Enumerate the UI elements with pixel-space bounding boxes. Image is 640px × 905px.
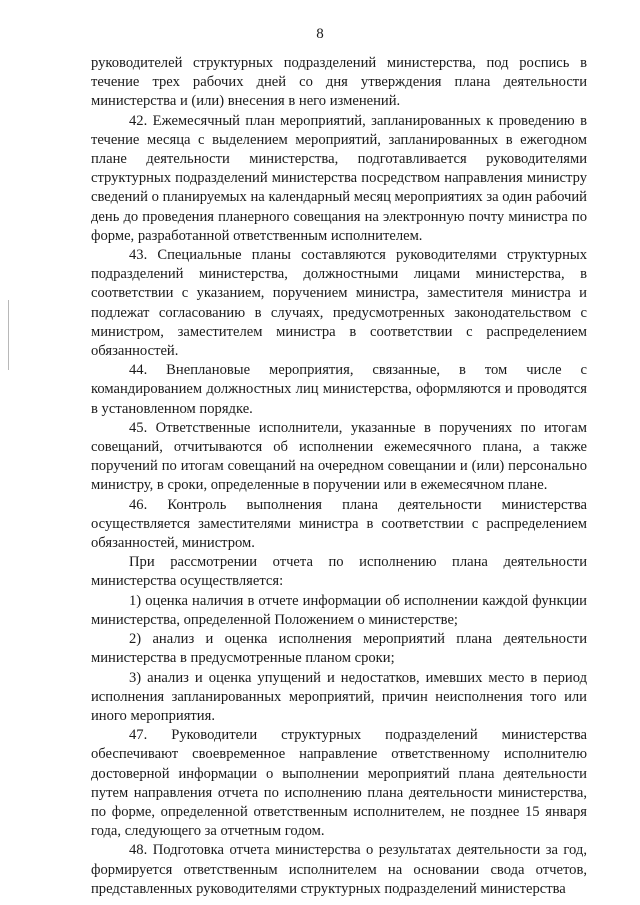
list-item-1: 1) оценка наличия в отчете информации об исполнении каждой функции министерства, определенной Положением о министерстве; bbox=[91, 592, 587, 628]
paragraph-45: 45. Ответственные исполнители, указанные в поручениях по итогам совещаний, отчитываются об исполнении ежемесячного плана, а также поручений по итогам совещаний на очередном совещании и (или) персонально министру, в сроки, определенные в поручении или в ежемесячном плане. bbox=[91, 419, 587, 494]
list-item-3: 3) анализ и оценка упущений и недостатков, имевших место в период исполнения запланированных мероприятий, причин неисполнения того или иного мероприятия. bbox=[91, 669, 587, 724]
document-body bbox=[91, 54, 587, 899]
paragraph-44: 44. Внеплановые мероприятия, связанные, в том числе с командированием должностных лиц министерства, оформляются и проводятся в установленном порядке. bbox=[91, 362, 587, 417]
paragraph-48: 48. Подготовка отчета министерства о результатах деятельности за год, формируется ответственным исполнителем на основании свода отчетов, представленных руководителями структурных подразделений министерства bbox=[91, 842, 587, 897]
list-item-2: 2) анализ и оценка исполнения мероприятий плана деятельности министерства в предусмотренные планом сроки; bbox=[91, 631, 587, 667]
paragraph-report-review: При рассмотрении отчета по исполнению плана деятельности министерства осуществляется: bbox=[91, 554, 587, 590]
paragraph-43: 43. Специальные планы составляются руководителями структурных подразделений министерства, должностными лицами министерства, в соответствии с указанием, поручением министра, заместителя министра и подлежат согласованию в случаях, предусмотренных законодательством с министром, заместителем министра в соответствии с распределением обязанностей. bbox=[91, 247, 587, 360]
paragraph-47: 47. Руководители структурных подразделений министерства обеспечивают своевременное направление ответственному исполнителю достоверной информации о выполнении мероприятий плана деятельности путем направления отчета по исполнению плана деятельности министерства, по форме, определенной ответственным исполнителем, не позднее 15 января года, следующего за отчетным годом. bbox=[91, 727, 587, 840]
paragraph-continuation: руководителей структурных подразделений министерства, под роспись в течение трех рабочих дней со дня утверждения плана деятельности министерства и (или) внесения в него изменений. bbox=[91, 55, 587, 110]
paragraph-42: 42. Ежемесячный план мероприятий, запланированных к проведению в течение месяца с выделением мероприятий, запланированных в ежегодном плане деятельности министерства, подготавливается руководителями структурных подразделений министерства посредством направления министру сведений о планируемых на календарный месяц мероприятиях за один рабочий день до проведения планерного совещания на электронную почту министра по форме, разработанной ответственным исполнителем. bbox=[91, 112, 587, 244]
paragraph-46: 46. Контроль выполнения плана деятельности министерства осуществляется заместителями министра в соответствии с распределением обязанностей, министром. bbox=[91, 496, 587, 552]
margin-scan-mark bbox=[8, 300, 9, 370]
page-number: 8 bbox=[316, 26, 324, 42]
